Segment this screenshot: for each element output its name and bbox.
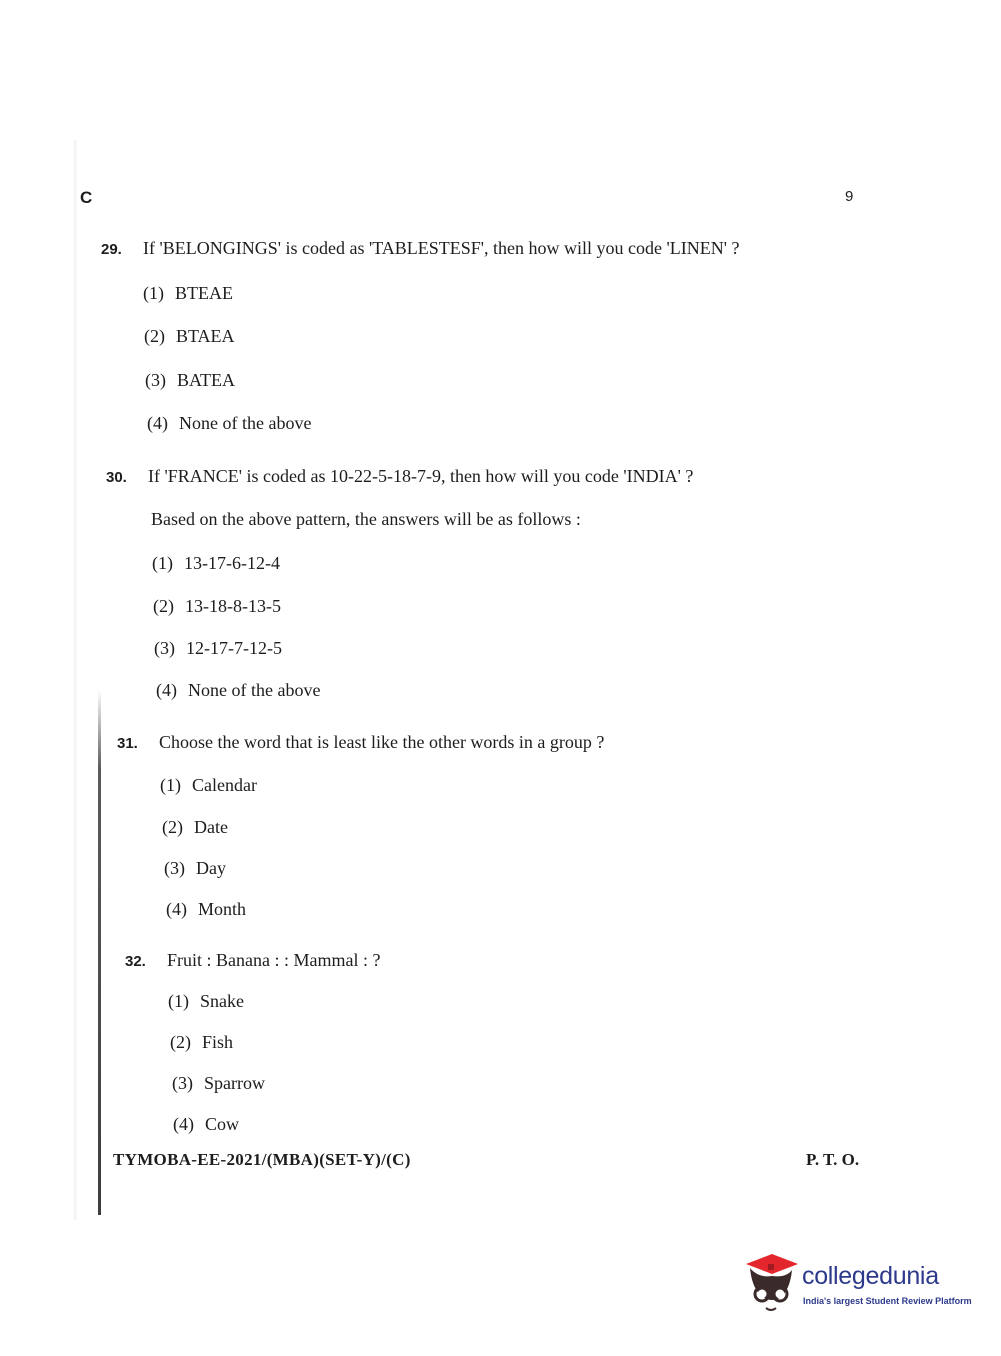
option-31-3: (3) Day <box>164 858 226 878</box>
paper-code: TYMOBA-EE-2021/(MBA)(SET-Y)/(C) <box>113 1150 411 1169</box>
option-32-3: (3) Sparrow <box>172 1073 265 1093</box>
option-31-1: (1) Calendar <box>160 775 257 795</box>
option-32-2: (2) Fish <box>170 1032 234 1052</box>
option-29-1: (1) BTEAE <box>143 283 233 303</box>
question-text: Fruit : Banana : : Mammal : ? <box>167 950 381 970</box>
collegedunia-logo <box>742 1250 972 1320</box>
question-text: If 'BELONGINGS' is coded as 'TABLESTESF', then how will you code 'LINEN' ? <box>143 238 740 258</box>
option-31-4: (4) Month <box>166 899 247 919</box>
set-letter: C <box>80 188 93 207</box>
option-31-2: (2) Date <box>162 817 228 837</box>
page-number: 9 <box>845 188 854 205</box>
question-text: If 'FRANCE' is coded as 10-22-5-18-7-9, then how will you code 'INDIA' ? <box>148 466 694 486</box>
pto-label: P. T. O. <box>806 1150 860 1169</box>
mascot-graduation-cap-icon <box>742 1250 800 1316</box>
question-number: 30. <box>106 469 127 486</box>
question-number: 29. <box>101 241 122 258</box>
option-30-1: (1) 13-17-6-12-4 <box>152 553 280 573</box>
option-32-4: (4) Cow <box>173 1114 240 1134</box>
option-30-3: (3) 12-17-7-12-5 <box>154 638 282 658</box>
question-number: 31. <box>117 735 138 752</box>
option-29-4: (4) None of the above <box>147 413 312 433</box>
page-edge-shadow <box>74 140 78 1220</box>
question-29 <box>101 238 739 259</box>
option-29-2: (2) BTAEA <box>144 326 235 346</box>
option-30-2: (2) 13-18-8-13-5 <box>153 596 281 616</box>
brand-tagline: India's largest Student Review Platform <box>803 1296 972 1306</box>
option-32-1: (1) Snake <box>168 991 244 1011</box>
question-number: 32. <box>125 953 146 970</box>
question-30 <box>106 466 693 487</box>
question-30-note: Based on the above pattern, the answers will be as follows : <box>151 509 581 529</box>
question-31 <box>117 732 604 753</box>
question-32 <box>125 950 380 971</box>
binding-line <box>98 690 101 1215</box>
option-30-4: (4) None of the above <box>156 680 321 700</box>
question-text: Choose the word that is least like the other words in a group ? <box>159 732 605 752</box>
brand-name: collegedunia <box>802 1262 939 1290</box>
option-29-3: (3) BATEA <box>145 370 235 390</box>
